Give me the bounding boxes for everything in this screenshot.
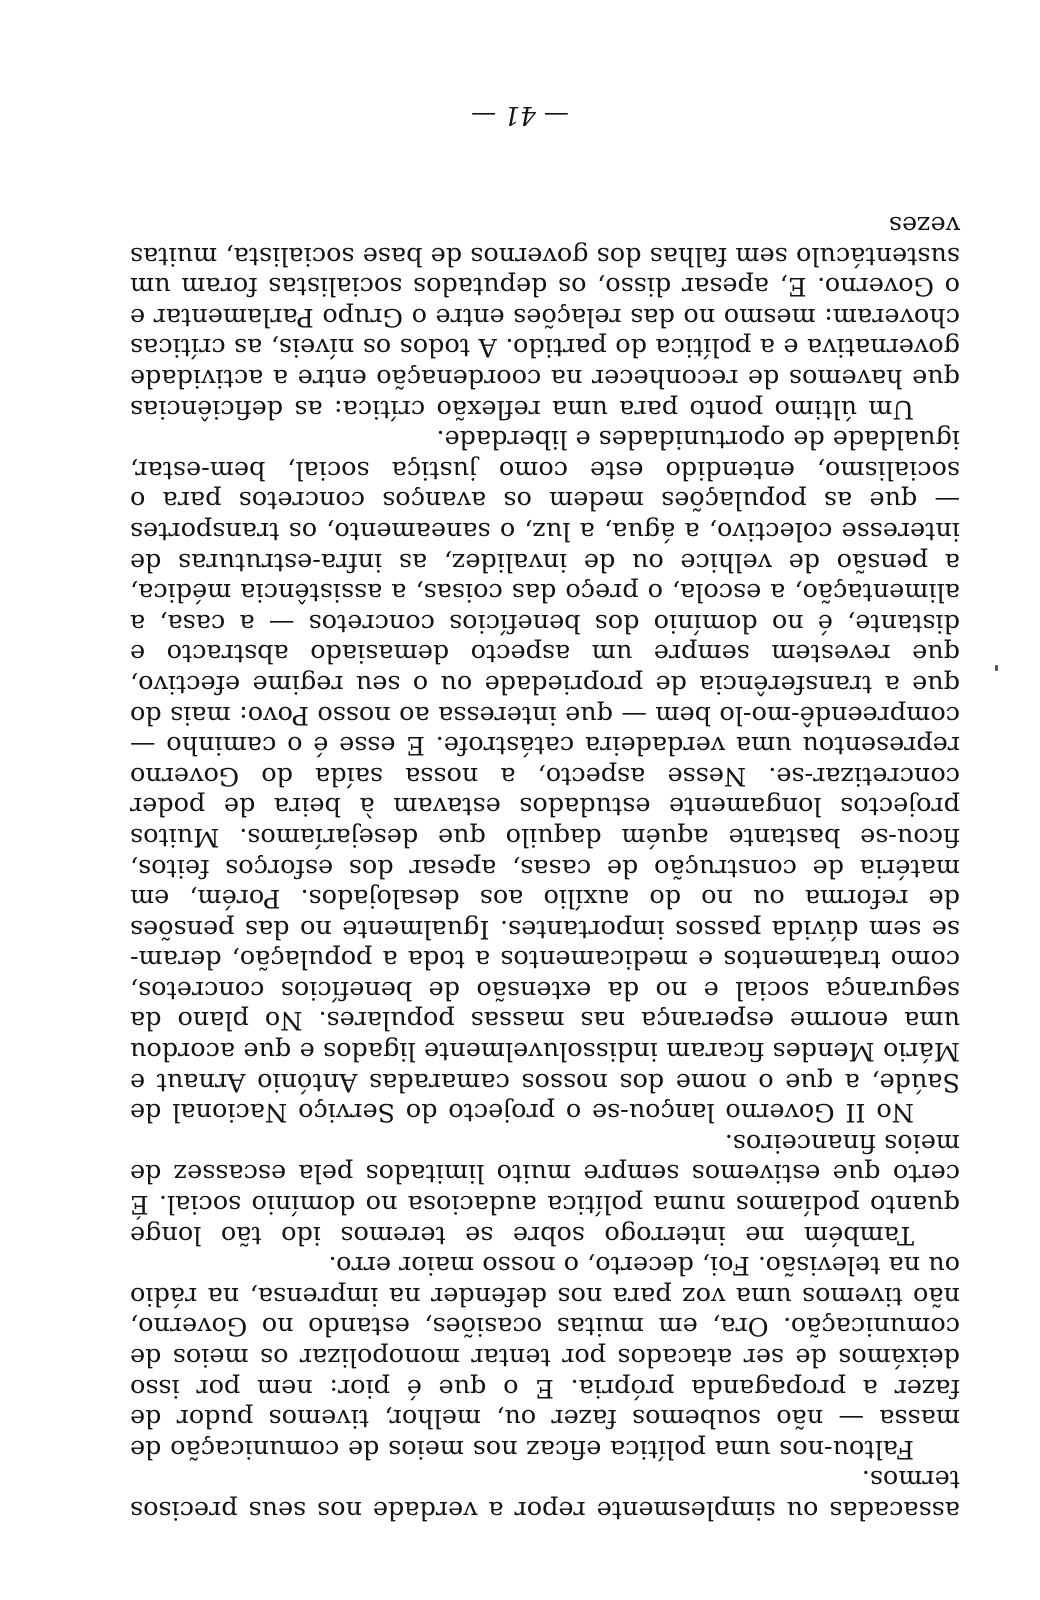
paragraph-2: Faltou-nos uma política eficaz nos meios de comunicação de massa — não soubemos fazer ou, melhor, tivemos pudor de fazer a propaganda própria. E o que é pior: nem por isso deixámos de ser atacados por tentar monopolizar os meios de comunicação. Ora, em muitas ocasiões, estando no Governo, não tivemos uma voz para nos defender na imprensa, na rádio ou na televisão. Foi, decerto, o nosso maior erro. xyxy=(130,1250,960,1464)
paragraph-4: No II Governo lançou-se o projecto do Serviço Nacional de Saúde, a que o nome dos nossos camaradas António Arnaut e Mário Mendes ficaram indissoluvelmente ligados e que acordou uma enorme esperança nas massas populares. No plano da segurança social e no da extensão de benefícios concretos, como tratamentos e medicamentos a toda a população, deram-se sem dúvida passos importantes. Igualmente no das pensões de reforma ou no do auxílio aos desalojados. Porém, em matéria de construção de casas, apesar dos esforços feitos, ficou-se bastante aquém daquilo que desejaríamos. Muitos projectos longamente estudados estavam à beira de poder concretizar-se. Nesse aspecto, a nossa saída do Governo representou uma verdadeira catástrofe. E esse é o caminho — compreendê-mo-lo bem — que interessa ao nosso Povo: mais do que a transferência de propriedade ou o seu regime efectivo, que revestem sempre um aspecto demasiado abstracto e distante, é no domínio dos benefícios concretos — a casa, a alimentação, a escola, o preço das coisas, a assistência médica, a pensão de velhice ou de invalidez, as infra-estruturas de interesse colectivo, a água, a luz, o saneamento, os transportes — que as populações medem os avanços concretos para o socialismo, entendido este como justiça social, bem-estar, igualdade de oportunidades e liberdade. xyxy=(130,424,960,1128)
paragraph-1: assacadas ou simplesmente repor a verdade nos seus precisos termos. xyxy=(130,1464,960,1525)
body-text xyxy=(130,209,960,1525)
scan-speck xyxy=(995,665,998,671)
page-number: — 41 — xyxy=(471,101,569,130)
paragraph-3: Também me interrogo sobre se teremos ido tão longe quanto podíamos numa política audaciosa no domínio social. É certo que estivemos sempre muito limitados pela escassez de meios financeiros. xyxy=(130,1127,960,1250)
paragraph-5: Um último ponto para uma reflexão crítica: as deficiências que havemos de reconhecer na coordenação entre a actividade governativa e a política do partido. A todos os níveis, as críticas choveram: mesmo no das relações entre o Grupo Parlamentar e o Governo. E, apesar disso, os deputados socialistas foram um sustentáculo sem falhas dos governos de base socialista, muitas vezes xyxy=(130,210,960,424)
